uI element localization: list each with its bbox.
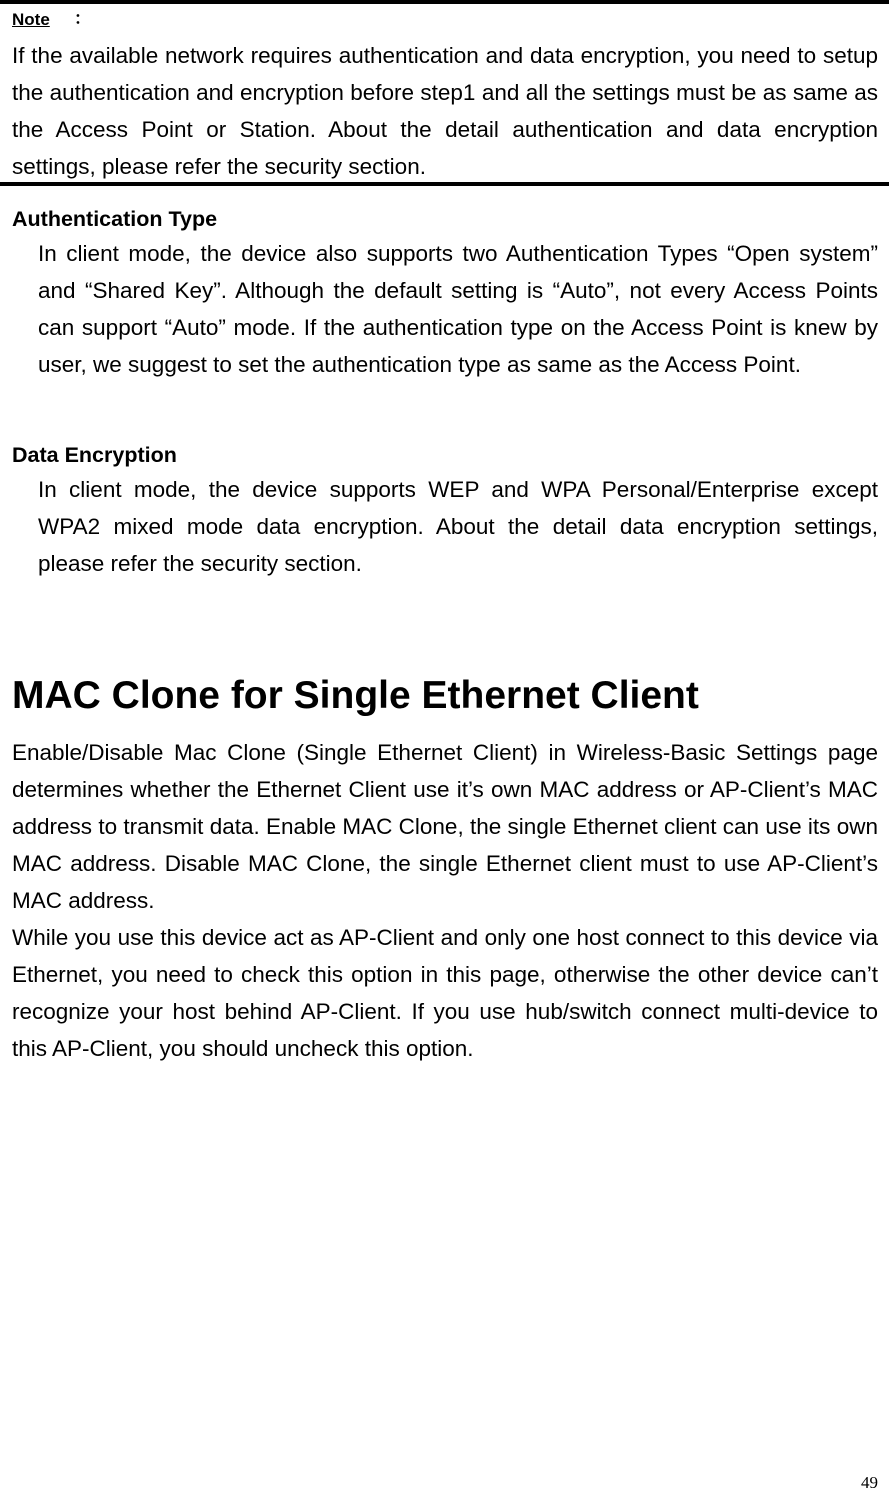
mac-clone-paragraph-1: Enable/Disable Mac Clone (Single Ethernet Client) in Wireless-Basic Settings page determines whether the Ethernet Client use it’s own MAC address or AP-Client’s MAC address to transmit data. Enable MAC Clone, the single Ethernet client can use its own MAC address. Disable MAC Clone, the single Ethernet client must to use AP-Client’s MAC address. — [12, 740, 878, 913]
data-encryption-heading: Data Encryption — [12, 443, 177, 467]
note-colon: ： — [74, 9, 91, 28]
data-encryption-text: In client mode, the device supports WEP and WPA Personal/Enterprise except WPA2 mixed mode data encryption. About the detail data encryption settings, please refer the security section. — [38, 477, 878, 576]
mac-clone-paragraph-2: While you use this device act as AP-Client and only one host connect to this device via Ethernet, you need to check this option in this page, otherwise the other device can’t recognize your host behind AP-Client. If you use hub/switch connect multi-device to this AP-Client, you should uncheck this option. — [12, 925, 878, 1061]
authentication-type-text: In client mode, the device also supports two Authentication Types “Open system” and “Shared Key”. Although the default setting is “Auto”, not every Access Points can support “Auto” mode. If the authentication type on the Access Point is knew by user, we suggest to set the authentication type as same as the Access Point. — [38, 241, 878, 377]
page-number: 49 — [861, 1473, 878, 1492]
note-text: If the available network requires authentication and data encryption, you need to setup the authentication and encryption before step1 and all the settings must be as same as the Access Point or Station. About the detail authentication and data encryption settings, please refer the security section. — [12, 43, 878, 179]
authentication-type-heading: Authentication Type — [12, 207, 218, 231]
section-title: MAC Clone for Single Ethernet Client — [12, 674, 699, 717]
note-label: Note — [12, 10, 50, 29]
note-box — [0, 0, 889, 186]
